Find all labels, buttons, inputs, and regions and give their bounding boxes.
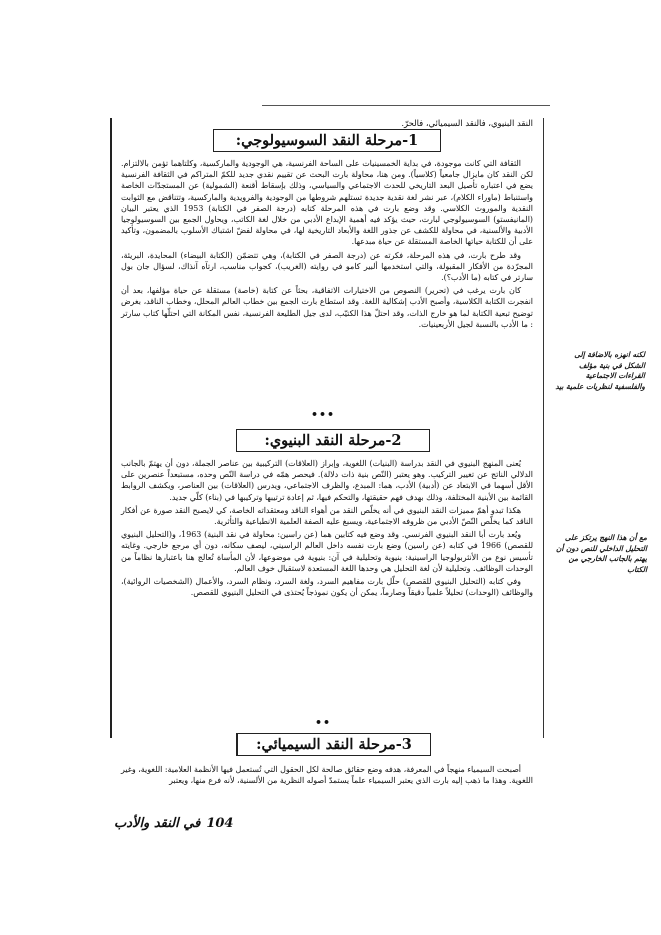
section-3-title: 3-مرحلة النقد السيميائي:	[236, 733, 431, 756]
section-separator: ••	[314, 716, 332, 729]
section-1-body	[121, 158, 533, 332]
handwritten-margin-note: لكنه انهزه بالاضافة إلى الشكل في بنية مؤلف القراءات الاجتماعية والفلسفية لنظريات علمية بيد	[555, 350, 645, 391]
section-2-body	[121, 458, 533, 600]
section-1-title: 1-مرحلة النقد السوسيولوجي:	[213, 129, 441, 152]
paragraph: وفي كتابه (التحليل البنيوي للقصص) حلّل بارت مفاهيم السرد، ولغة السرد، ونظام السرد، والأعمال (الشخصيات الروائية)، والوظائف (الوحدات) تحليلاً علمياً دقيقاً وصارماً، يمكن أن يكون نموذجاً يُحتذى في التحليل البنيوي للقصص.	[121, 577, 533, 598]
intro-line: النقد البنيوي، فالنقد السيميائي، فالحرّ.	[401, 118, 533, 128]
top-rule	[262, 105, 550, 106]
paragraph: كان بارت يرغب في (تحرير) النصوص من الاختيارات الاتفاقية، بحثاً عن كتابة (خاصة) مستقلة عن حياة مؤلفها، بعد أن انفجرت الكتابة الكلاسية، وأصبح الأدب إشكالية اللغة. وقد استطاع بارت الجمع بين خطاب العالم المحلل، وخطاب الناقد، بغرض توضيح تبعية الكتابة لما هو خارج الذات، وقد احتلّ هذا الكتيّب، لدى جيل الطليعة الفرنسية، نفس المكانة التي احتلّها كتاب سارتر : ما الأدب بالنسبة لجيل الأربعينيات.	[121, 286, 533, 329]
paragraph: هكذا تبدو أهمّ مميزات النقد البنيوي في أنه يخلّص النقد من أهواء الناقد ومعتقداته الخاصة، كي لايصبح النقد صورة عن أفكار الناقد كما يخلّص النّصّ الأدبي من ظروفه الاجتماعية، ويسبغ عليه الصفة العلمية الانطباعية والتأثرية.	[121, 505, 533, 527]
page-number: 104	[206, 816, 234, 831]
section-separator: •••	[310, 408, 336, 421]
section-2-title: 2-مرحلة النقد البنيوي:	[236, 429, 430, 452]
handwritten-margin-note: مع أن هذا النهج يرتكز على التحليل الداخلي للنص دون أن يهتم بالجانب الخارجي من الكتاب	[555, 533, 647, 574]
paragraph: ويُعد بارت أبا النقد البنيوي الفرنسي. وقد وضع فيه كتابين هما (عن راسين: محاولة في نقد البنية) 1963، و(التحليل البنيوي للقصص) 1966 في كتابه (عن راسين) وضع بارت نفسه داخل العالم الراسيني، ليصف سكانه، دون أي مرجع خارجي. وغايته تأسيس نوع من الأنثربولوجيا الراسينية: بنيوية وتحليلية في آن: بنيوية في موضوعها، لأن المأساة تُعالج هنا باعتبارها نظاماً من الوحدات الوظائف. وتحليلية لأن لغة التحليل هي وحدها اللغة المستعدة لاستقبال خوف العالم.	[121, 530, 533, 573]
footer-text: في النقد والأدب	[114, 816, 201, 831]
page-footer	[108, 816, 233, 831]
paragraph: الثقافة التي كانت موجودة، في بداية الخمسينيات على الساحة الفرنسية، هي الوجودية والماركسية، وكلتاهما تؤمن بالالتزام. لكن النقد كان مايزال جامعياً (كلاسياً). ومن هنا، محاولة بارت البحث عن تقييم نقدي جديد للكمّ المتراكم في الثقافة الفرنسية يضع في اعتباره تأصيل البعد التاريخي للحدث الاجتماعي والسياسي، وذلك بإسقاط أقنعة (الشمولية) عن المستجدّات الخاصة واستنباط (ماوراء الكلام)، عبر نشر لغة نقدية جديدة تستلهم شروطها من الوجودية والفرويدية والماركسية، وتتناقض مع الثوابت النقدية والموروث الكلاسي. وقد وضع بارت في هذه المرحلة كتابه (درجة الصفر في الكتابة) 1953 الذي يعتبر البيان (المانيفستو) السوسيولوجي لبارت، حيث يؤكد فيه أهمية الإبداع الأدبي من خلال لغة الكاتب، ويحاول الجمع بين السوسيولوجيا الأدبية والألسنية، في محاولة للكشف عن جذور اللغة والأبعاد التاريخية لها، في محاولة لفضّ اشتباك الأسلوب بالمضمون، وتأكيد على أن للكتابة حياتها الخاصة المستقلة عن حياة مبدعها.	[121, 159, 533, 247]
section-3-body	[121, 764, 533, 788]
paragraph: أصبحت السيمياء منهجاً في المعرفة، هدفه وضع حقائق صالحة لكل الحقول التي تُستعمل فيها الأنظمة العلامية: اللغوية، وغير اللغوية. وهذا ما ذهب إليه بارت الذي يعتبر السيمياء علماً يستمدّ أصوله النظرية من الألسنية، لأنه فرع منها، ويعتبر	[121, 765, 533, 786]
paragraph: وقد طرح بارت، في هذه المرحلة، فكرته عن (درجة الصفر في الكتابة)، وهي تتضمّن (الكتابة البيضاء) المحايدة، البريئة، المجرّدة من الأفكار المقبولة، والتي استخدمها ألبير كامو في روايته (الغريب)، كجواب مناسب، ارتآه آنذاك، لسؤال جان بول سارتر في كتابه (ما الأدب؟).	[121, 250, 533, 283]
paragraph: يُعنى المنهج البنيوي في النقد بدراسة (البنيات) اللغوية، وإبراز (العلاقات) التركيبية بين عناصر الجملة، دون أن يهتمّ بالجانب الدلالي الناتج عن تغيير التركيب. وهو يعتبر (النّص بنية ذات دلالة). فيحصر همّه في دراسة النّص وحده، مستبعداً عنصرين على الأقل أسهما في الابتعاد عن (أدبية) الأدب، هما: المبدع، والظرف الاجتماعي، ويدرس (العلاقات) بين العناصر، ويكشف الروابط القائمة بين الأبنية المختلفة، وذلك بهدف فهم حقيقتها، والتحكم فيها، ثم إعادة ترتيبها وتركيبها في (بناء) كلّي جديد.	[121, 459, 533, 502]
